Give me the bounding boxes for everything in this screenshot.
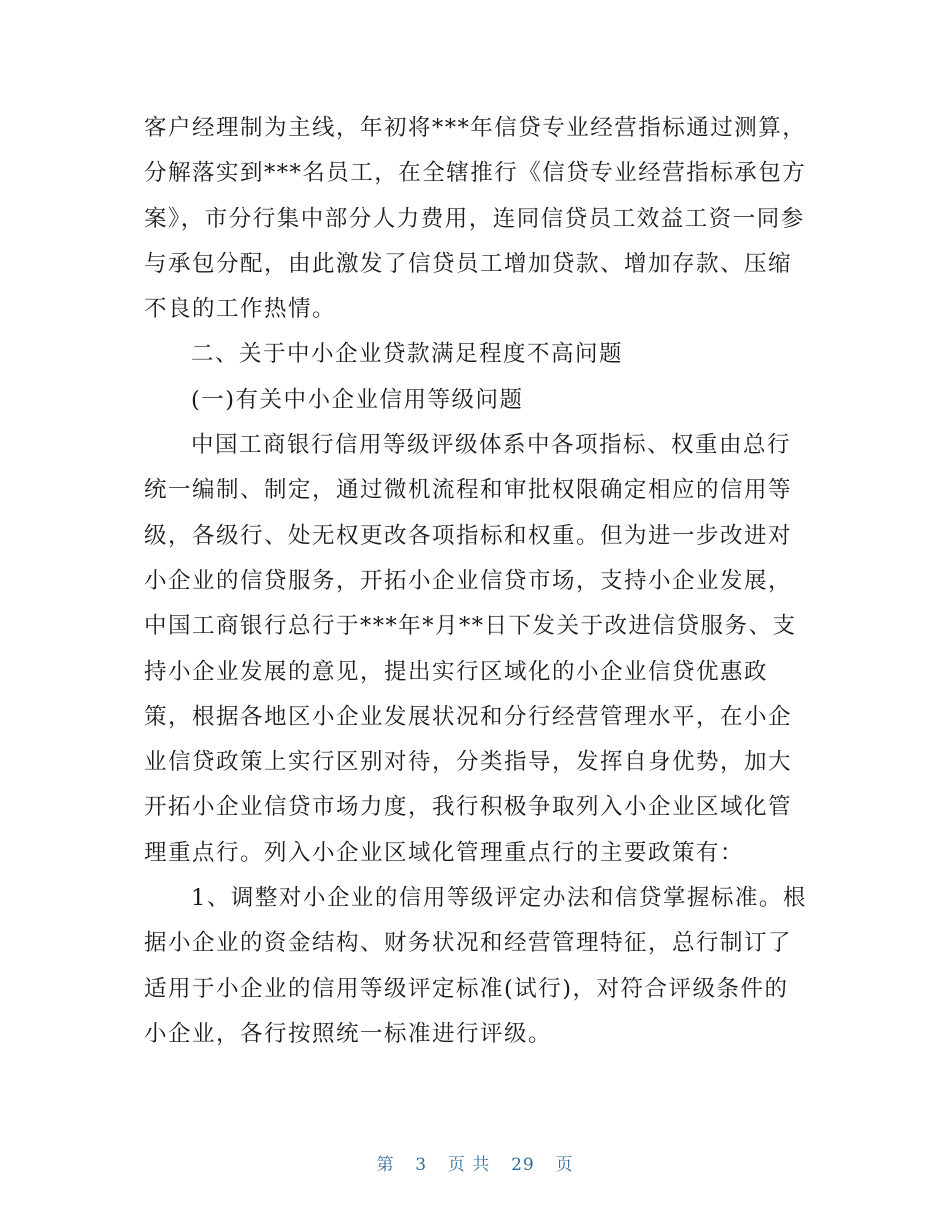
page-footer	[0, 1150, 950, 1175]
footer-total-pages: 29	[511, 1155, 535, 1175]
paragraph-continuation: 客户经理制为主线，年初将***年信贷专业经营指标通过测算，分解落实到***名员工，在全辖推行《信贷专业经营指标承包方案》，市分行集中部分人力费用，连同信贷员工效益工资一同参与承包分配，由此激发了信贷员工增加贷款、增加存款、压缩不良的工作热情。	[144, 115, 807, 323]
paragraph-credit-rating: 中国工商银行信用等级评级体系中各项指标、权重由总行统一编制、制定，通过微机流程和审批权限确定相应的信用等级，各级行、处无权更改各项指标和权重。但为进一步改进对小企业的信贷服务，开拓小企业信贷市场，支持小企业发展，中国工商银行总行于***年*月**日下发关于改进信贷服务、支持小企业发展的意见，提出实行区域化的小企业信贷优惠政策，根据各地区小企业发展状况和分行经营管理水平，在小企业信贷政策上实行区别对待，分类指导，发挥自身优势，加大开拓小企业信贷市场力度，我行积极争取列入小企业区域化管理重点行。列入小企业区域化管理重点行的主要政策有：	[144, 432, 797, 866]
footer-middle: 页 共	[447, 1155, 491, 1175]
document-body	[144, 106, 808, 1057]
footer-suffix: 页	[555, 1155, 574, 1175]
footer-current-page: 3	[415, 1155, 428, 1175]
section-heading: 二、关于中小企业贷款满足程度不高问题	[191, 341, 624, 368]
subsection-heading: (一)有关中小企业信用等级问题	[191, 386, 524, 413]
paragraph-policy-item-1: 1、调整对小企业的信用等级评定办法和信贷掌握标准。根据小企业的资金结构、财务状况和经营管理特征，总行制订了适用于小企业的信用等级评定标准(试行)，对符合评级条件的小企业，各行按照统一标准进行评级。	[144, 885, 807, 1047]
footer-prefix: 第	[376, 1155, 395, 1175]
